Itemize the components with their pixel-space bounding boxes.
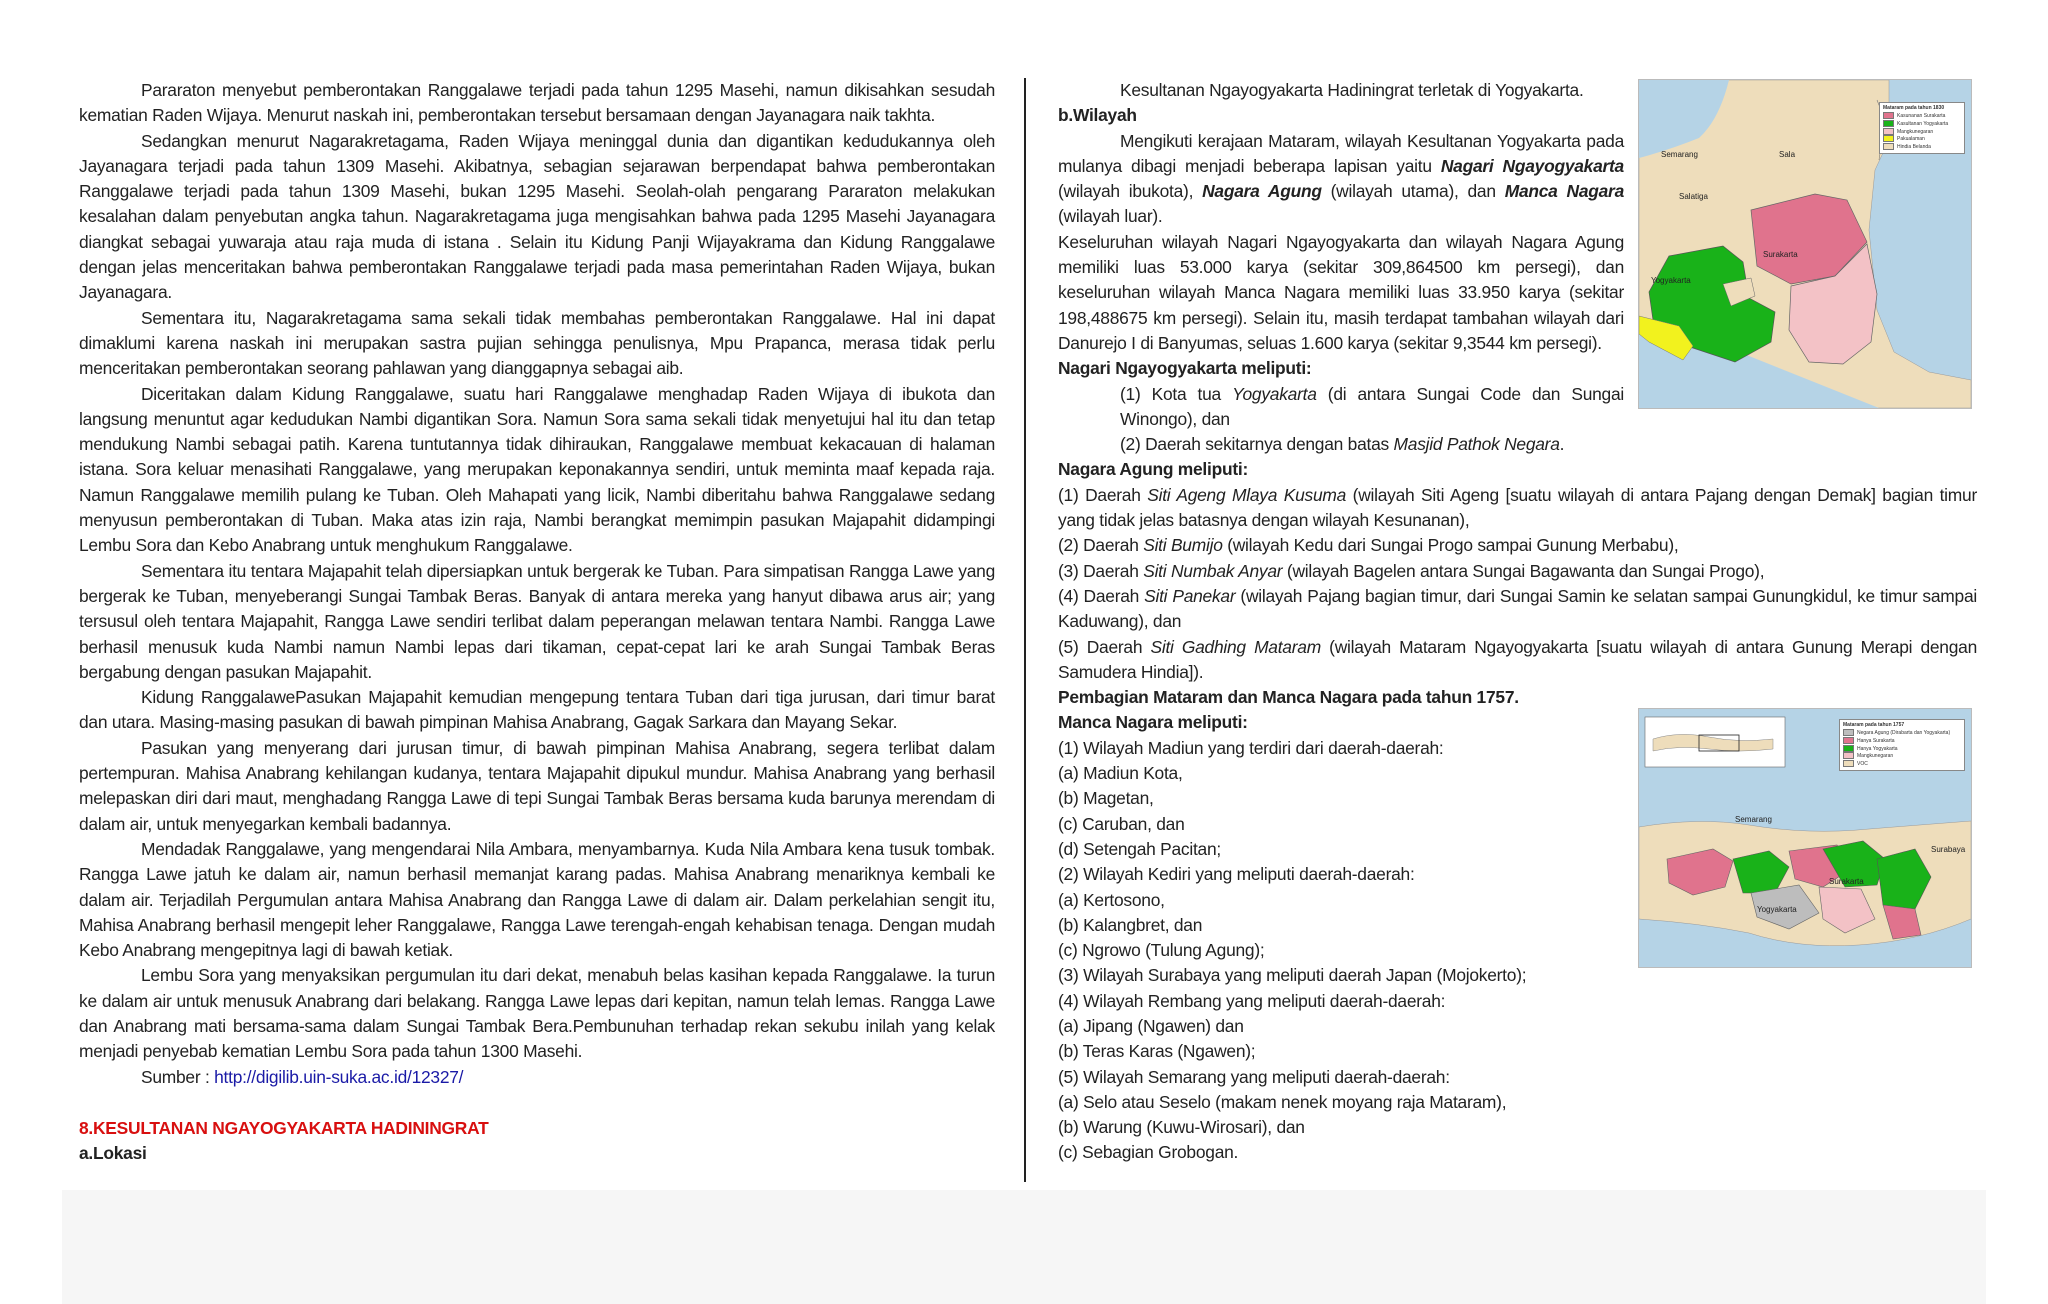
term-nagari: Nagari Ngayogyakarta bbox=[1440, 155, 1624, 176]
manca-item: (1) Wilayah Madiun yang terdiri dari daerah-daerah: bbox=[1058, 737, 1444, 758]
term-nagara-agung: Nagara Agung bbox=[1202, 181, 1322, 202]
manca-item: (b) Kalangbret, dan bbox=[1058, 914, 1203, 935]
manca-item: (b) Magetan, bbox=[1058, 788, 1154, 809]
manca-item: (c) Ngrowo (Tulung Agung); bbox=[1058, 940, 1265, 961]
map1-city-label: Salatiga bbox=[1679, 192, 1708, 201]
map2-city-label: Surabaya bbox=[1931, 845, 1966, 854]
paragraph: Pasukan yang menyerang dari jurusan timur, di bawah pimpinan Mahisa Anabrang, segera terlibat dalam pertempuran. Mahisa Anabrang kehilangan kudanya, tentara Majapahit dipukul mundur. Mahisa Anabrang yang berhasil melepaskan diri dari maut, menghadang Rangga Lawe di tepi Sungai Tambak Beras bersama kuda barunya merendam di dalam air, untuk menyegarkan kembali badannya. bbox=[79, 737, 995, 834]
term-manca-nagara: Manca Nagara bbox=[1504, 181, 1624, 202]
map2-legend-item: Hanya Yogyakarta bbox=[1843, 745, 1961, 753]
map2-city-label: Semarang bbox=[1735, 815, 1772, 824]
map1-city-label: Yogyakarta bbox=[1651, 276, 1691, 285]
map1-legend-item: Pakualaman bbox=[1883, 135, 1961, 143]
map2-legend-item: VOC bbox=[1843, 760, 1961, 768]
map1-legend-item: Kasunanan Surakarta bbox=[1883, 112, 1961, 120]
manca-item: (c) Caruban, dan bbox=[1058, 813, 1185, 834]
nagara-agung-item: (4) Daerah Siti Panekar (wilayah Pajang bagian timur, dari Sungai Samin ke selatan sampai Gunungkidul, ke timur sampai Kaduwang), dan bbox=[1058, 585, 1977, 632]
manca-item: (b) Teras Karas (Ngawen); bbox=[1058, 1041, 1256, 1062]
map1-legend-item: Hindia Belanda bbox=[1883, 143, 1961, 151]
wilayah-heading: b.Wilayah bbox=[1058, 105, 1137, 126]
nagara-agung-item: (3) Daerah Siti Numbak Anyar (wilayah Bagelen antara Sungai Bagawanta dan Sungai Progo), bbox=[1058, 560, 1765, 581]
map2-city-label: Surakarta bbox=[1829, 877, 1864, 886]
nagara-agung-item: (5) Daerah Siti Gadhing Mataram (wilayah Mataram Ngayogyakarta [suatu wilayah di antara Gunung Merapi dengan Samudera Hindia]). bbox=[1058, 636, 1977, 682]
nagari-heading: Nagari Ngayogyakarta meliputi: bbox=[1058, 358, 1312, 379]
paragraph: Sedangkan menurut Nagarakretagama, Raden Wijaya meninggal dunia dan digantikan kedudukannya oleh Jayanagara terjadi pada tahun 1309 Masehi. Akibatnya, sebagian sejarawan berpendapat bahwa pemberontakan Ranggalawe terjadi pada tahun 1309 Masehi, bukan 1295 Masehi. Seolah-olah pengarang Pararaton melakukan kesalahan dalam penyebutan angka tahun. Nagarakretagama juga mengisahkan bahwa pada 1295 Masehi Jayanagara diangkat sebagai yuwaraja atau raja muda di istana . Selain itu Kidung Panji Wijayakrama dan Kidung Ranggalawe dengan jelas menceritakan bahwa pemberontakan Ranggalawe terjadi pada masa pemerintahan Raden Wijaya, bukan Jayanagara. bbox=[79, 130, 995, 303]
map2-legend-item: Mangkunegaran bbox=[1843, 752, 1961, 760]
wilayah-body: Keseluruhan wilayah Nagari Ngayogyakarta dan wilayah Nagara Agung memiliki luas 53.000 karya (sekitar 309,864500 km persegi), dan keseluruhan wilayah Manca Nagara memiliki luas 33.950 karya (sekitar 198,488675 km persegi). Selain itu, masih terdapat tambahan wilayah dari Danurejo I di Banyumas, seluas 1.600 karya (sekitar 9,3544 km persegi). bbox=[1058, 231, 1624, 353]
map1-legend bbox=[1879, 102, 1965, 154]
section-heading: 8.KESULTANAN NGAYOGYAKARTA HADININGRAT bbox=[79, 1117, 489, 1138]
manca-item: (b) Warung (Kuwu-Wirosari), dan bbox=[1058, 1117, 1305, 1138]
map2-city-label: Yogyakarta bbox=[1757, 905, 1797, 914]
paragraph: Sementara itu, Nagarakretagama sama sekali tidak membahas pemberontakan Ranggalawe. Hal ini dapat dimaklumi karena naskah ini merupakan sastra pujian sehingga penulisnya, Mpu Prapanca, merasa tidak perlu menceritakan pemberontakan seorang pahlawan yang dianggapnya sebagai aib. bbox=[79, 307, 995, 379]
nagara-agung-heading: Nagara Agung meliputi: bbox=[1058, 459, 1248, 480]
map2-legend-item: Negara Agung (Dirabarta dan Yogyakarta) bbox=[1843, 729, 1961, 737]
source-label: Sumber : bbox=[141, 1066, 215, 1087]
paragraph: Sementara itu tentara Majapahit telah dipersiapkan untuk bergerak ke Tuban. Para simpatisan Rangga Lawe yang bergerak ke Tuban, menyeberangi Sungai Tambak Beras. Banyak di antara mereka yang hanyut dibawa arus air; yang tersusul oleh tentara Majapahit, Rangga Lawe sendiri terlibat dalam peperangan melawan tentara Nambi. Rangga Lawe berhasil menusuk kuda Nambi namun Nambi lepas dari tikaman, cepat-cepat lari ke arah Sungai Tambak Beras bergabung dengan pasukan Majapahit. bbox=[79, 560, 995, 682]
nagara-agung-item: (2) Daerah Siti Bumijo (wilayah Kedu dari Sungai Progo sampai Gunung Merbabu), bbox=[1058, 535, 1679, 556]
lokasi-text: Kesultanan Ngayogyakarta Hadiningrat terletak di Yogyakarta. bbox=[1120, 80, 1584, 100]
manca-item: (3) Wilayah Surabaya yang meliputi daerah Japan (Mojokerto); bbox=[1058, 965, 1527, 986]
left-column bbox=[79, 78, 995, 1166]
paragraph: Diceritakan dalam Kidung Ranggalawe, suatu hari Ranggalawe menghadap Raden Wijaya di ibukota dan langsung menuntut agar kedudukan Nambi digantikan Sora. Namun Sora sama sekali tidak menyetujui hal itu dan tetap mendukung Nambi sebagai patih. Karena tuntutannya tidak dihiraukan, Ranggalawe membuat kekacauan di halaman istana. Sora keluar menasihati Ranggalawe, yang merupakan keponakannya sendiri, untuk meminta maaf kepada raja. Namun Ranggalawe memilih pulang ke Tuban. Oleh Mahapati yang licik, Nambi diberitahu bahwa Ranggalawe sedang menyusun pemberontakan di Tuban. Maka atas izin raja, Nambi berangkat memimpin pasukan Majapahit didampingi Lembu Sora dan Kebo Anabrang untuk menghukum Ranggalawe. bbox=[79, 383, 995, 556]
column-divider bbox=[1024, 78, 1026, 1182]
nagari-item: (1) Kota tua Yogyakarta (di antara Sungai Code dan Sungai Winongo), dan bbox=[1120, 383, 1624, 429]
manca-item: (d) Setengah Pacitan; bbox=[1058, 838, 1221, 859]
manca-item: (a) Madiun Kota, bbox=[1058, 763, 1183, 784]
wilayah-intro: Mengikuti kerajaan Mataram, wilayah Kesultanan Yogyakarta pada mulanya dibagi menjadi beberapa lapisan yaitu Nagari Ngayogyakarta (wilayah ibukota), Nagara Agung (wilayah utama), dan Manca Nagara (wilayah luar). bbox=[1058, 130, 1624, 227]
map1-city-label: Sala bbox=[1779, 150, 1796, 159]
paragraph: Kidung RanggalawePasukan Majapahit kemudian mengepung tentara Tuban dari tiga jurusan, dari timur barat dan utara. Masing-masing pasukan di bawah pimpinan Mahisa Anabrang, Gagak Sarkara dan Mayang Sekar. bbox=[79, 687, 995, 733]
map2-legend-title: Mataram pada tahun 1757 bbox=[1843, 722, 1905, 728]
manca-item: (c) Sebagian Grobogan. bbox=[1058, 1142, 1239, 1163]
subheading-lokasi: a.Lokasi bbox=[79, 1143, 147, 1164]
map1-legend-title: Mataram pada tahun 1830 bbox=[1883, 105, 1945, 111]
nagari-item: (2) Daerah sekitarnya dengan batas Masjid Pathok Negara. bbox=[1120, 434, 1565, 455]
map1-city-label: Surakarta bbox=[1763, 250, 1798, 259]
manca-item: (5) Wilayah Semarang yang meliputi daerah-daerah: bbox=[1058, 1066, 1450, 1087]
nagara-agung-item: (1) Daerah Siti Ageng Mlaya Kusuma (wilayah Siti Ageng [suatu wilayah di antara Pajang dengan Demak] bagian timur yang tidak jelas batasnya dengan wilayah Kesunanan), bbox=[1058, 484, 1977, 531]
manca-item: (a) Kertosono, bbox=[1058, 889, 1165, 910]
manca-item: (a) Selo atau Seselo (makam nenek moyang raja Mataram), bbox=[1058, 1091, 1507, 1112]
map-mataram-1757 bbox=[1638, 708, 1972, 968]
paragraph: Pararaton menyebut pemberontakan Ranggalawe terjadi pada tahun 1295 Masehi, namun dikisahkan sesudah kematian Raden Wijaya. Menurut naskah ini, pemberontakan tersebut bersamaan dengan Jayanagara naik takhta. bbox=[79, 80, 995, 126]
paragraph: Lembu Sora yang menyaksikan pergumulan itu dari dekat, menabuh belas kasihan kepada Ranggalawe. Ia turun ke dalam air untuk menusuk Anabrang dari belakang. Rangga Lawe lepas dari kepitan, namun telah lemas. Rangga Lawe dan Anabrang mati bersama-sama dalam Sungai Tambak Bera.Pembunuhan terhadap rekan sekubu inilah yang kelak menjadi penyebab kematian Lembu Sora pada tahun 1300 Masehi. bbox=[79, 965, 995, 1062]
source-link[interactable]: http://digilib.uin-suka.ac.id/12327/ bbox=[214, 1066, 464, 1087]
page-bottom-shade bbox=[62, 1190, 1986, 1304]
manca-item: (a) Jipang (Ngawen) dan bbox=[1058, 1015, 1244, 1036]
pembagian-heading: Pembagian Mataram dan Manca Nagara pada tahun 1757. bbox=[1058, 687, 1519, 708]
map1-city-label: Semarang bbox=[1661, 150, 1698, 159]
manca-item: (2) Wilayah Kediri yang meliputi daerah-daerah: bbox=[1058, 864, 1415, 885]
map-mataram-1830 bbox=[1638, 79, 1972, 409]
map2-legend bbox=[1839, 719, 1965, 771]
map2-legend-item: Hanya Surakarta bbox=[1843, 737, 1961, 745]
map1-legend-item: Kasultanan Yogyakarta bbox=[1883, 120, 1961, 128]
map1-legend-item: Mangkunegaran bbox=[1883, 128, 1961, 136]
manca-item: (4) Wilayah Rembang yang meliputi daerah-daerah: bbox=[1058, 990, 1446, 1011]
source-line bbox=[79, 1065, 995, 1090]
paragraph: Mendadak Ranggalawe, yang mengendarai Nila Ambara, menyambarnya. Kuda Nila Ambara kena tusuk tombak. Rangga Lawe jatuh ke dalam air, namun berhasil memanjat karang padas. Mahisa Anabrang menariknya kembali ke dalam air. Terjadilah Pergumulan antara Mahisa Anabrang dan Rangga Lawe di dalam air. Dalam perkelahian sengit itu, Mahisa Anabrang berhasil mengepit leher Ranggalawe, Rangga Lawe terengah-engah kehabisan tenaga. Dengan mudah Kebo Anabrang mengepitnya lagi di bawah ketiak. bbox=[79, 838, 995, 961]
manca-heading: Manca Nagara meliputi: bbox=[1058, 712, 1248, 733]
